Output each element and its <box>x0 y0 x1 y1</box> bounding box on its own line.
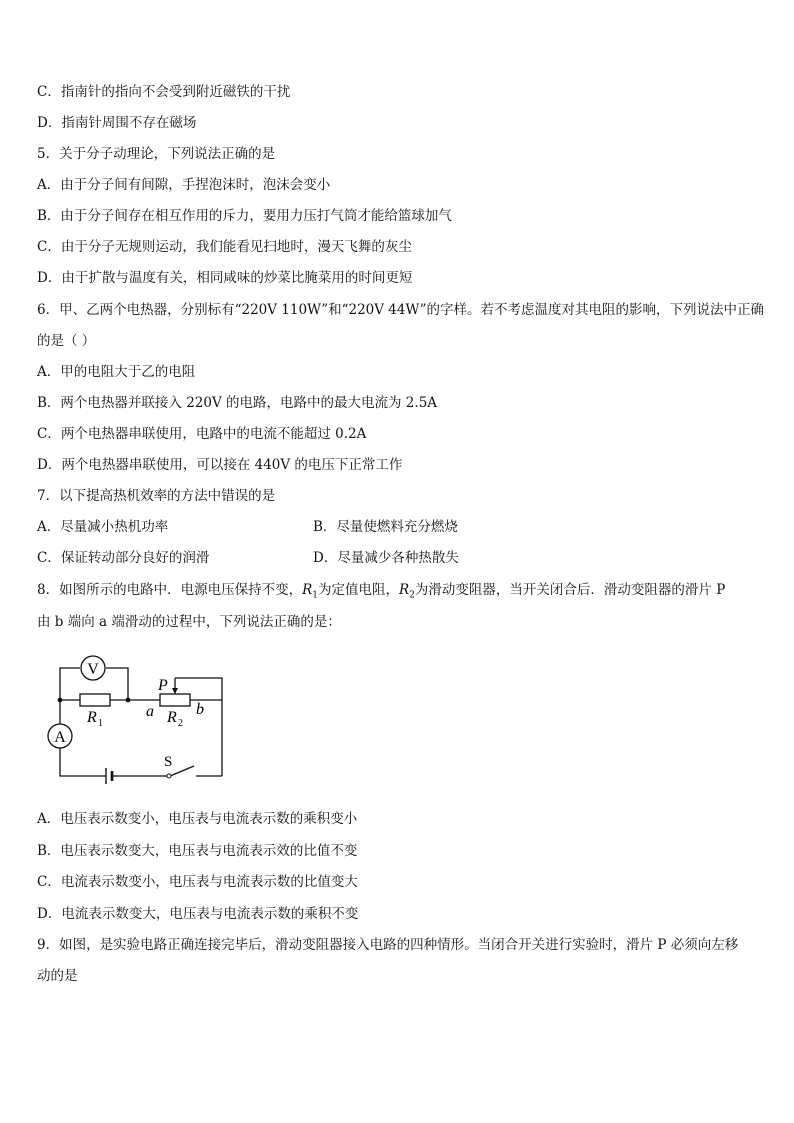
option-c-q6: C．两个电热器串联使用，电路中的电流不能超过 0.2A <box>37 426 367 442</box>
question-8-r2-sub: 2 <box>409 590 415 601</box>
switch-blade <box>170 766 194 776</box>
question-9: 9．如图，是实验电路正确连接完毕后，滑动变阻器接入电路的四种情形。当闭合开关进行实验时，滑片 P 必须向左移 <box>37 937 739 953</box>
question-6: 6．甲、乙两个电热器，分别标有“220V 110W”和“220V 44W”的字样。若不考虑温度对其电阻的影响，下列说法中正确 <box>37 302 765 318</box>
option-a-q7: A．尽量减小热机功率 <box>37 519 169 535</box>
wire-voltmeter-left <box>60 668 80 700</box>
question-8-r1: R <box>302 582 313 598</box>
option-c-q8: C．电流表示数变小，电压表与电流表示数的比值变大 <box>37 874 358 890</box>
question-8 <box>37 581 725 605</box>
option-d-q5: D．由于扩散与温度有关，相同咸味的炒菜比腌菜用的时间更短 <box>37 270 413 286</box>
question-6-cont: 的是（ ） <box>37 333 96 349</box>
option-c-q7: C．保证转动部分良好的润滑 <box>37 550 210 566</box>
option-a-q5: A．由于分子间有间隙，手捏泡沫时，泡沫会变小 <box>37 177 331 193</box>
resistor-r2 <box>160 694 190 706</box>
r2-label: R <box>167 709 177 726</box>
ammeter-label: A <box>54 729 66 746</box>
r1-subscript: 1 <box>98 718 103 729</box>
question-9-cont: 动的是 <box>37 968 78 984</box>
option-c-q5: C．由于分子无规则运动，我们能看见扫地时，漫天飞舞的灰尘 <box>37 239 412 255</box>
option-d-q7: D．尽量减少各种热散失 <box>313 550 459 566</box>
option-c-q4: C．指南针的指向不会受到附近磁铁的干扰 <box>37 84 291 100</box>
option-d-q6: D．两个电热器串联使用，可以接在 440V 的电压下正常工作 <box>37 457 403 473</box>
circuit-diagram <box>36 650 236 785</box>
question-8-text-1: 8．如图所示的电路中．电源电压保持不变， <box>37 582 303 598</box>
wire-voltmeter-right <box>106 668 128 700</box>
option-b-q6: B．两个电热器并联接入 220V 的电路，电路中的最大电流为 2.5A <box>37 395 438 411</box>
question-8-text-3: 为滑动变阻器，当开关闭合后．滑动变阻器的滑片 P <box>414 582 726 598</box>
end-a-label: a <box>146 703 154 720</box>
option-b-q8: B．电压表示数变大，电压表与电流表示效的比值不变 <box>37 843 358 859</box>
option-a-q6: A．甲的电阻大于乙的电阻 <box>37 364 196 380</box>
end-b-label: b <box>196 701 204 718</box>
r1-label: R <box>87 709 97 726</box>
option-b-q5: B．由于分子间存在相互作用的斥力，要用力压打气筒才能给篮球加气 <box>37 208 452 224</box>
option-d-q4: D．指南针周围不存在磁场 <box>37 115 197 131</box>
junction-right <box>126 698 131 703</box>
option-b-q7: B．尽量使燃料充分燃烧 <box>313 519 458 535</box>
r2-subscript: 2 <box>178 718 183 729</box>
resistor-r1 <box>80 694 110 706</box>
slider-label: P <box>158 677 168 694</box>
junction-left <box>58 698 63 703</box>
option-d-q8: D．电流表示数变大，电压表与电流表示数的乘积不变 <box>37 906 359 922</box>
question-8-text-2: 为定值电阻， <box>318 582 399 598</box>
option-a-q8: A．电压表示数变小，电压表与电流表示数的乘积变小 <box>37 811 358 827</box>
question-5: 5．关于分子动理论，下列说法正确的是 <box>37 146 276 162</box>
question-8-r2: R <box>399 582 410 598</box>
question-8-cont: 由 b 端向 a 端滑动的过程中，下列说法正确的是： <box>37 614 341 630</box>
slider-arrow-head <box>172 688 178 694</box>
wire-bottom-left <box>60 748 104 776</box>
question-8-r1-sub: 1 <box>312 590 318 601</box>
switch-label: S <box>164 754 173 770</box>
question-7: 7．以下提高热机效率的方法中错误的是 <box>37 488 276 504</box>
switch-pivot <box>167 774 171 778</box>
voltmeter-label: V <box>87 661 99 678</box>
